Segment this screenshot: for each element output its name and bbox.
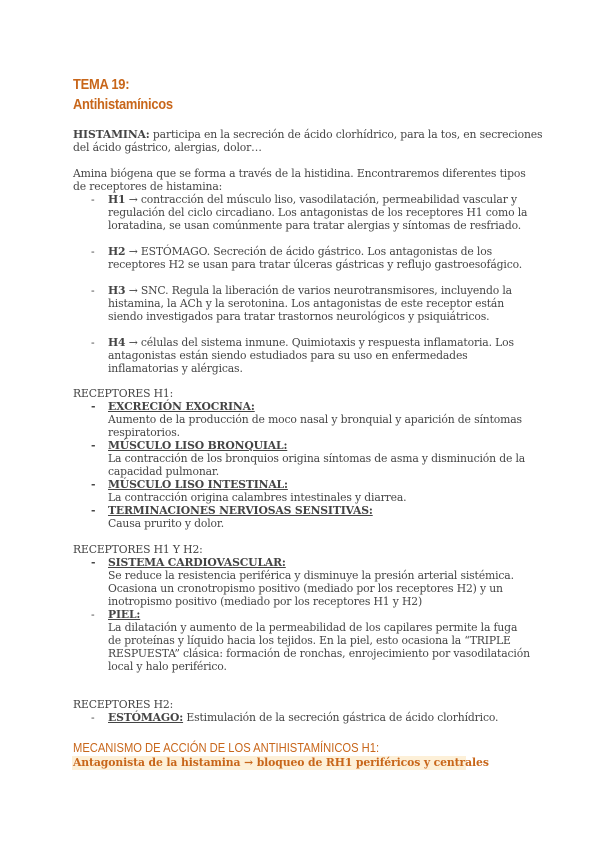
bullet-dash: - bbox=[91, 336, 95, 349]
h1-item-title: MÚSCULO LISO INTESTINAL: bbox=[108, 478, 288, 491]
receptor-h2-text: → ESTÓMAGO. Secreción de ácido gástrico. Los antagonistas de los bbox=[125, 245, 492, 258]
h1h2-item-text: local y halo periférico. bbox=[108, 660, 227, 673]
bullet-dash: - bbox=[91, 504, 96, 517]
receptor-h2-label: H2 bbox=[108, 245, 126, 258]
h2-item bbox=[108, 712, 498, 724]
bullet-dash: - bbox=[91, 608, 95, 621]
h1-item-text: Causa prurito y dolor. bbox=[108, 517, 224, 530]
intro-line-2: del ácido gástrico, alergias, dolor… bbox=[73, 141, 262, 154]
bullet-dash: - bbox=[91, 478, 96, 491]
histamina-term: HISTAMINA: bbox=[73, 128, 150, 141]
section-heading-h1: RECEPTORES H1: bbox=[73, 387, 174, 400]
h1-item-text: capacidad pulmonar. bbox=[108, 465, 220, 478]
receptor-h3-line-3: siendo investigados para tratar trastornos neurológicos y psiquiátricos. bbox=[108, 310, 490, 323]
h1h2-item-text: de proteínas y líquido hacia los tejidos. En la piel, esto ocasiona la “TRIPLE bbox=[108, 634, 511, 647]
h1h2-item-text: La dilatación y aumento de la permeabilidad de los capilares permite la fuga bbox=[108, 621, 518, 634]
receptor-h1-line-2: regulación del ciclo circadiano. Los antagonistas de los receptores H1 como la bbox=[108, 206, 528, 219]
bullet-dash: - bbox=[91, 711, 95, 724]
receptor-h3-label: H3 bbox=[108, 284, 126, 297]
h1-item-title: TERMINACIONES NERVIOSAS SENSITIVAS: bbox=[108, 504, 373, 517]
bullet-dash: - bbox=[91, 284, 95, 297]
h1-item-text: respiratorios. bbox=[108, 426, 180, 439]
h1h2-item-text: Se reduce la resistencia periférica y disminuye la presión arterial sistémica. bbox=[108, 569, 514, 582]
h1h2-item-text: inotropismo positivo (mediado por los receptores H1 y H2) bbox=[108, 595, 423, 608]
h1-item-title: MÚSCULO LISO BRONQUIAL: bbox=[108, 439, 288, 452]
receptor-h1-line-1 bbox=[108, 194, 517, 206]
bullet-dash: - bbox=[91, 556, 96, 569]
h1h2-item-title: SISTEMA CARDIOVASCULAR: bbox=[108, 556, 286, 569]
receptor-h3-line-1 bbox=[108, 285, 512, 297]
h1-item-text: La contracción origina calambres intestinales y diarrea. bbox=[108, 491, 407, 504]
intro-lead-text: participa en la secreción de ácido clorhídrico, para la tos, en secreciones bbox=[149, 128, 543, 141]
receptor-h1-text: → contracción del músculo liso, vasodilatación, permeabilidad vascular y bbox=[125, 193, 517, 206]
h2-item-title: ESTÓMAGO: bbox=[108, 711, 184, 724]
section-heading-h2: RECEPTORES H2: bbox=[73, 698, 174, 711]
h1h2-item-title: PIEL: bbox=[108, 608, 141, 621]
paragraph-line: de receptores de histamina: bbox=[73, 180, 223, 193]
h1-item-text: Aumento de la producción de moco nasal y bronquial y aparición de síntomas bbox=[108, 413, 522, 426]
bullet-dash: - bbox=[91, 193, 95, 206]
mechanism-highlight: Antagonista de la histamina → bloqueo de RH1 periféricos y centrales bbox=[73, 756, 489, 769]
mechanism-heading: MECANISMO DE ACCIÓN DE LOS ANTIHISTAMÍNICOS H1: bbox=[73, 740, 380, 755]
h2-item-text: Estimulación de la secreción gástrica de ácido clorhídrico. bbox=[183, 711, 499, 724]
receptor-h4-text: → células del sistema inmune. Quimiotaxis y respuesta inflamatoria. Los bbox=[125, 336, 514, 349]
intro-line-1 bbox=[73, 129, 542, 141]
receptor-h4-line-2: antagonistas están siendo estudiados para su uso en enfermedades bbox=[108, 349, 468, 362]
receptor-h1-line-3: loratadina, se usan comúnmente para tratar alergias y síntomas de resfriado. bbox=[108, 219, 522, 232]
bullet-dash: - bbox=[91, 439, 96, 452]
receptor-h4-line-3: inflamatorias y alérgicas. bbox=[108, 362, 243, 375]
page-title: Antihistamínicos bbox=[73, 96, 173, 113]
bullet-dash: - bbox=[91, 400, 96, 413]
h1-item-title: EXCRECIÓN EXOCRINA: bbox=[108, 400, 255, 413]
h1-item-text: La contracción de los bronquios origina síntomas de asma y disminución de la bbox=[108, 452, 526, 465]
h1h2-item-text: Ocasiona un cronotropismo positivo (mediado por los receptores H2) y un bbox=[108, 582, 503, 595]
receptor-h4-line-1 bbox=[108, 337, 514, 349]
bullet-dash: - bbox=[91, 245, 95, 258]
h1h2-item-text: RESPUESTA” clásica: formación de ronchas, enrojecimiento por vasodilatación bbox=[108, 647, 530, 660]
section-heading-h1-h2: RECEPTORES H1 Y H2: bbox=[73, 543, 203, 556]
receptor-h3-text: → SNC. Regula la liberación de varios neurotransmisores, incluyendo la bbox=[125, 284, 512, 297]
paragraph-line: Amina biógena que se forma a través de la histidina. Encontraremos diferentes tipos bbox=[73, 167, 526, 180]
receptor-h2-line-2: receptores H2 se usan para tratar úlceras gástricas y reflujo gastroesofágico. bbox=[108, 258, 523, 271]
receptor-h4-label: H4 bbox=[108, 336, 126, 349]
receptor-h2-line-1 bbox=[108, 246, 492, 258]
receptor-h3-line-2: histamina, la ACh y la serotonina. Los antagonistas de este receptor están bbox=[108, 297, 505, 310]
receptor-h1-label: H1 bbox=[108, 193, 126, 206]
topic-number: TEMA 19: bbox=[73, 76, 130, 93]
